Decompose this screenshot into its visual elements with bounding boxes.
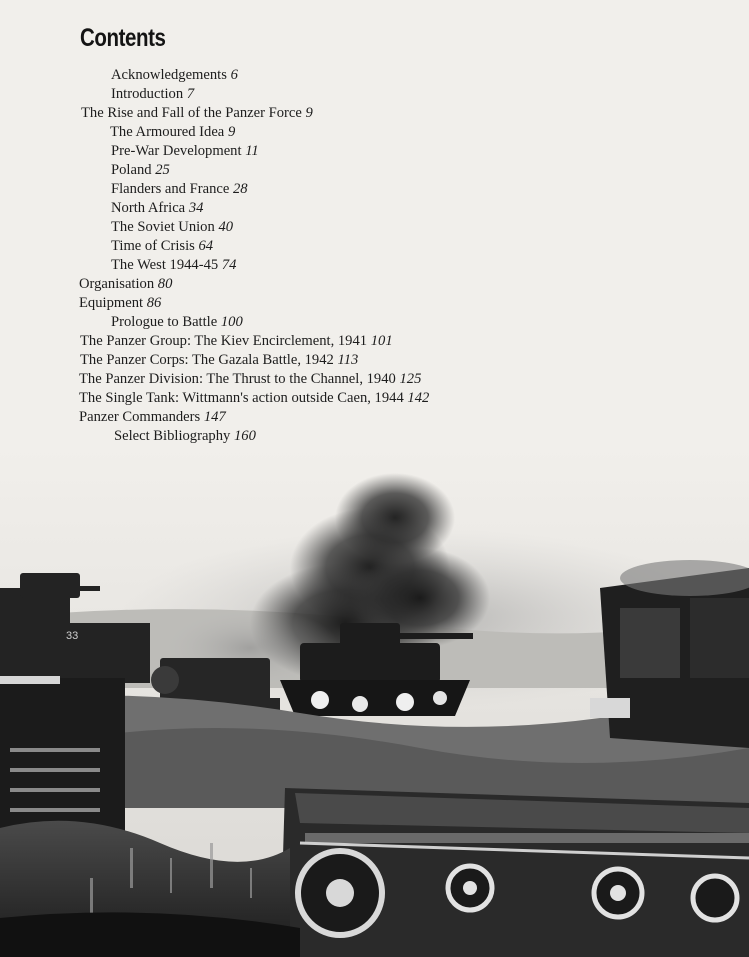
toc-entry-page: 125 — [399, 371, 422, 387]
toc-entry-equipment — [79, 294, 161, 312]
toc-entry-flanders-and-france — [111, 180, 248, 198]
toc-entry-text: North Africa — [111, 200, 186, 216]
toc-entry-acknowledgements — [111, 66, 238, 84]
toc-entry-page: 25 — [155, 162, 170, 178]
toc-entry-text: The Panzer Group: The Kiev Encirclement, 1941 — [80, 333, 368, 349]
toc-entry-text: Pre-War Development — [111, 143, 242, 159]
toc-entry-text: The Rise and Fall of the Panzer Force — [81, 105, 302, 121]
toc-entry-single-tank — [79, 389, 429, 407]
toc-entry-text: The Panzer Corps: The Gazala Battle, 1942 — [80, 352, 334, 368]
toc-entry-page: 40 — [218, 219, 234, 235]
toc-entry-text: Time of Crisis — [111, 238, 195, 254]
toc-entry-page: 9 — [227, 124, 236, 140]
toc-entry-page: 100 — [220, 314, 243, 330]
toc-entry-text: Panzer Commanders — [79, 409, 201, 425]
toc-entry-page: 147 — [203, 409, 226, 425]
toc-entry-page: 64 — [198, 238, 214, 254]
page-title: Contents — [80, 24, 166, 52]
toc-entry-text: The West 1944-45 — [111, 257, 219, 273]
toc-entry-text: The Single Tank: Wittmann's action outside Caen, 1944 — [79, 390, 404, 406]
tank-battle-illustration — [0, 448, 749, 957]
toc-entry-soviet-union — [111, 218, 233, 236]
toc-entry-text: Select Bibliography — [114, 428, 231, 444]
svg-text:33: 33 — [66, 630, 79, 642]
toc-entry-text: Acknowledgements — [111, 67, 227, 83]
toc-entry-page: 160 — [233, 428, 256, 444]
toc-entry-north-africa — [111, 199, 203, 217]
foreground-tank — [280, 788, 749, 957]
toc-entry-page: 7 — [186, 86, 195, 102]
toc-entry-rise-and-fall — [81, 104, 313, 122]
toc-entry-text: Introduction — [111, 86, 184, 102]
toc-entry-organisation — [79, 275, 172, 293]
toc-entry-pre-war-development — [111, 142, 259, 160]
toc-entry-time-of-crisis — [111, 237, 213, 255]
toc-entry-page: 9 — [305, 105, 313, 121]
battle-photograph — [0, 448, 749, 957]
toc-entry-page: 142 — [407, 390, 430, 406]
toc-entry-page: 113 — [337, 352, 359, 368]
toc-entry-select-bibliography — [114, 427, 256, 445]
toc-entry-page: 80 — [157, 276, 173, 292]
toc-entry-text: Equipment — [79, 295, 144, 311]
toc-entry-text: Organisation — [79, 276, 155, 292]
toc-entry-panzer-commanders — [79, 408, 226, 426]
toc-entry-page: 6 — [230, 67, 238, 83]
toc-entry-text: Flanders and France — [111, 181, 230, 197]
toc-entry-poland — [111, 161, 170, 179]
toc-entry-text: The Panzer Division: The Thrust to the Channel, 1940 — [79, 371, 396, 387]
toc-entry-text: Poland — [111, 162, 152, 178]
toc-entry-prologue-to-battle — [111, 313, 243, 331]
toc-entry-page: 74 — [221, 257, 237, 273]
toc-entry-page: 86 — [146, 295, 162, 311]
toc-entry-text: Prologue to Battle — [111, 314, 218, 330]
toc-entry-page: 101 — [370, 333, 393, 349]
toc-entry-panzer-corps — [80, 351, 358, 369]
toc-entry-page: 34 — [188, 200, 204, 216]
right-tank — [590, 560, 749, 748]
toc-entry-text: The Armoured Idea — [110, 124, 225, 140]
toc-entry-page: 11 — [245, 143, 259, 159]
toc-entry-page: 28 — [233, 181, 248, 197]
toc-entry-the-west — [111, 256, 236, 274]
toc-entry-text: The Soviet Union — [111, 219, 215, 235]
toc-entry-panzer-group — [80, 332, 393, 350]
toc-entry-panzer-division — [79, 370, 421, 388]
toc-entry-introduction — [111, 85, 194, 103]
toc-entry-armoured-idea — [110, 123, 235, 141]
